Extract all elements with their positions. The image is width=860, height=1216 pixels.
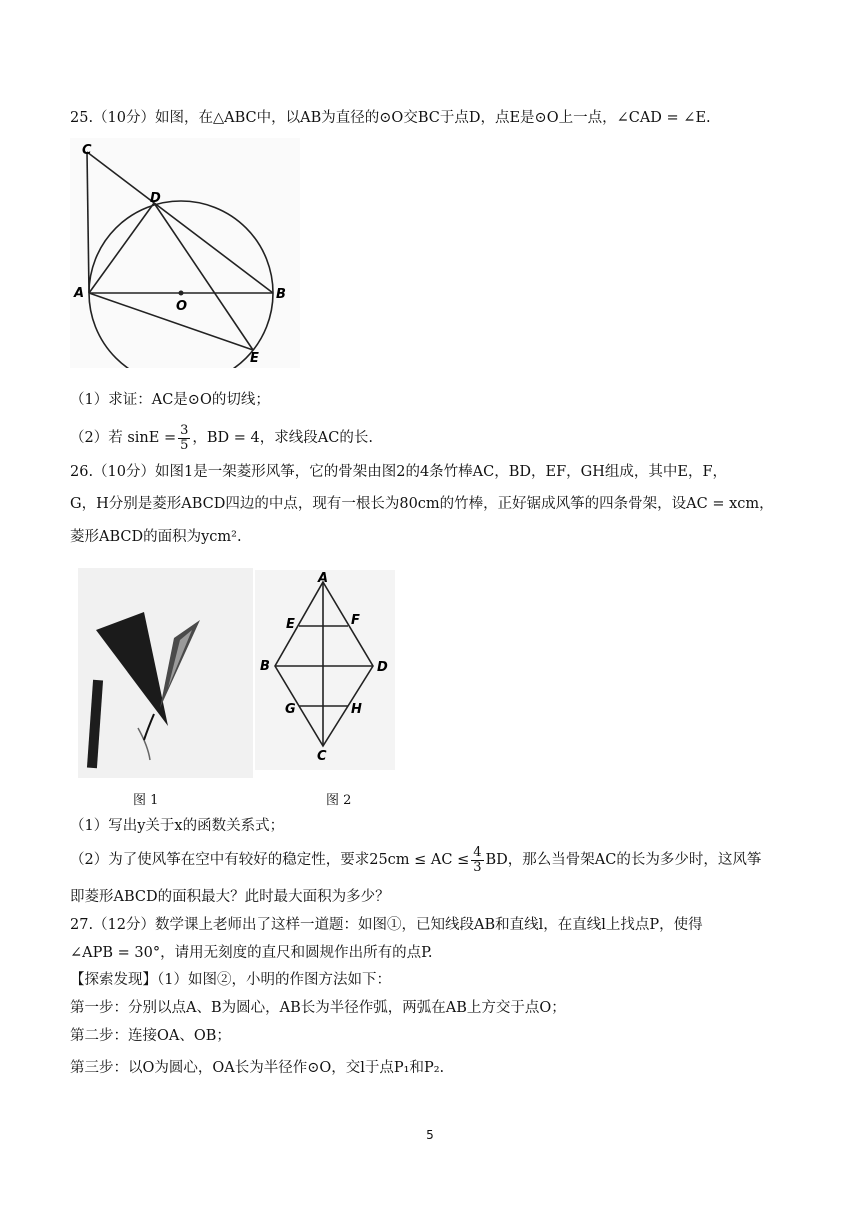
q25-part2: （2）若 sinE = $\frac{3}{5}$ ，BD = 4，求线段AC的长. <box>70 422 373 453</box>
q25-label-A: A <box>74 286 85 301</box>
q26-label-H: H <box>351 702 362 717</box>
q26-fig1-caption: 图 1 <box>133 793 159 808</box>
q27-explore: 【探索发现】（1）如图②，小明的作图方法如下： <box>70 972 391 988</box>
q26-fig2-caption: 图 2 <box>326 793 352 808</box>
q25-label-O: O <box>176 299 188 314</box>
q25-stem: 25.（10分）如图，在△ABC中，以AB为直径的⊙O交BC于点D，点E是⊙O上一点，∠CAD = ∠E. <box>70 110 711 126</box>
page-number: 5 <box>426 1128 434 1142</box>
q27-stem-line2: ∠APB = 30°，请用无刻度的直尺和圆规作出所有的点P. <box>70 945 433 961</box>
q26-label-C: C <box>317 749 327 764</box>
q25-label-D: D <box>150 191 161 206</box>
q27-step1: 第一步：分别以点A、B为圆心，AB长为半径作弧，两弧在AB上方交于点O； <box>70 1000 566 1016</box>
q26-figure2-rhombus <box>255 570 395 770</box>
q25-part1: （1）求证：AC是⊙O的切线； <box>70 392 270 408</box>
q26-label-E: E <box>286 617 295 632</box>
q26-stem-line1: 26.（10分）如图1是一架菱形风筝，它的骨架由图2的4条竹棒AC，BD，EF，GH组成，其中E，F， <box>70 464 728 480</box>
q25-label-C: C <box>82 143 92 158</box>
q26-label-G: G <box>285 702 296 717</box>
q26-label-A: A <box>318 571 329 586</box>
q27-step2: 第二步：连接OA、OB； <box>70 1028 231 1044</box>
q26-part2-line2: 即菱形ABCD的面积最大？此时最大面积为多少？ <box>70 889 390 905</box>
q26-label-B: B <box>260 659 270 674</box>
q26-part2: （2）为了使风筝在空中有较好的稳定性，要求25cm ≤ AC ≤ $\frac{4}{3}$ BD，那么当骨架AC的长为多少时，这风筝 <box>70 844 762 875</box>
q26-stem-line2: G，H分别是菱形ABCD四边的中点，现有一根长为80cm的竹棒，正好锯成风筝的四条骨架，设AC = xcm， <box>70 496 774 512</box>
q26-stem-line3: 菱形ABCD的面积为ycm². <box>70 529 242 545</box>
q27-step3: 第三步：以O为圆心，OA长为半径作⊙O，交l于点P₁和P₂. <box>70 1060 445 1076</box>
q26-label-F: F <box>351 613 360 628</box>
q26-label-D: D <box>377 660 388 675</box>
q25-label-B: B <box>276 287 286 302</box>
q26-figure1-kite-photo <box>78 568 253 778</box>
q26-part1: （1）写出y关于x的函数关系式； <box>70 818 285 834</box>
q25-figure <box>70 138 300 368</box>
q25-label-E: E <box>250 351 259 366</box>
q27-stem-line1: 27.（12分）数学课上老师出了这样一道题：如图①，已知线段AB和直线l，在直线l上找点P，使得 <box>70 917 703 933</box>
